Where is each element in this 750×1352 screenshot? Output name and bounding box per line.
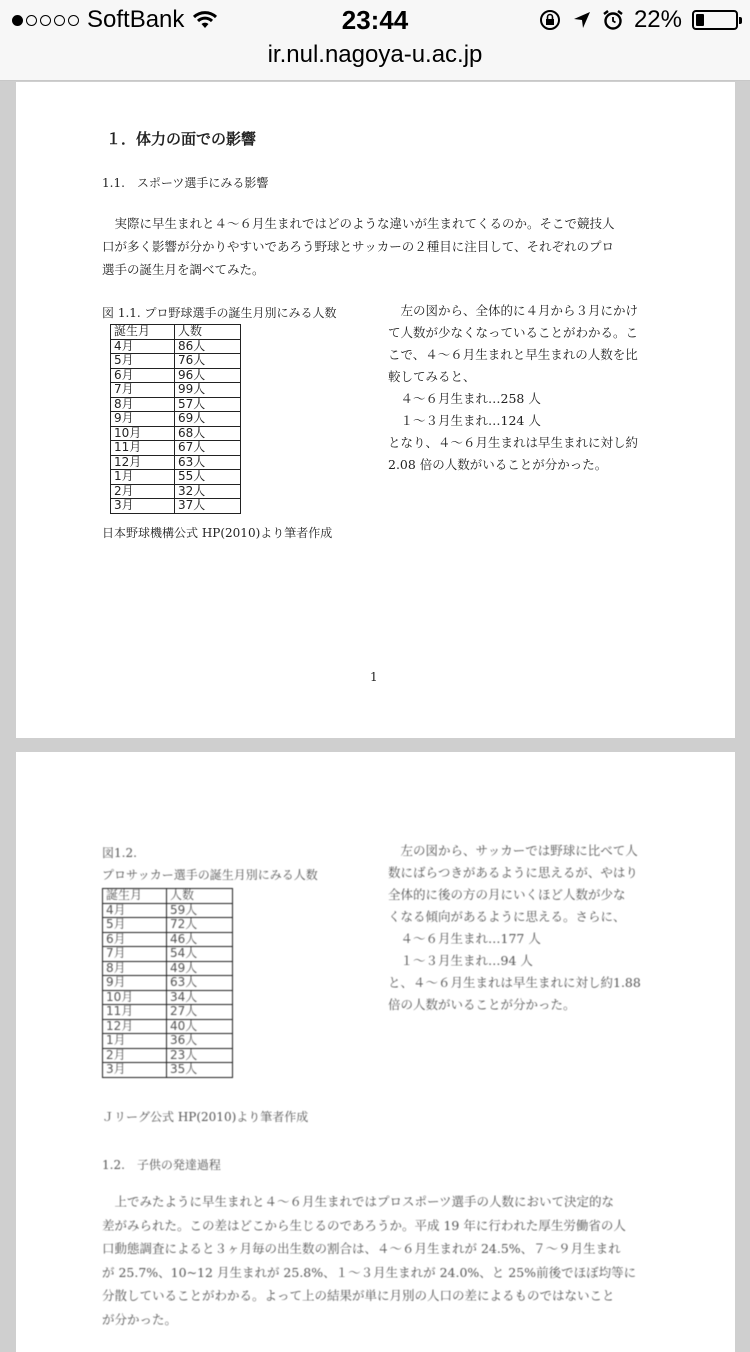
intro-line: 選手の誕生月を調べてみた。 xyxy=(102,262,265,277)
month-cell: 4月 xyxy=(111,339,175,354)
month-cell: 10月 xyxy=(103,990,167,1005)
count-cell: 35人 xyxy=(167,1063,233,1078)
url-bar[interactable] xyxy=(0,40,750,81)
figure-caption: プロサッカー選手の誕生月別にみる人数 xyxy=(102,868,318,882)
month-cell: 10月 xyxy=(111,426,175,441)
table-row xyxy=(111,383,241,398)
table-row xyxy=(103,961,233,976)
count-cell: 40人 xyxy=(167,1019,233,1034)
body-line: 分散していることがわかる。よって上の結果が単に月別の人口の差によるものではないこと xyxy=(102,1288,615,1303)
table-row xyxy=(103,918,233,933)
month-cell: 1月 xyxy=(103,1034,167,1049)
table-row xyxy=(111,499,241,514)
battery-icon xyxy=(692,10,738,30)
table-row xyxy=(111,426,241,441)
count-cell: 49人 xyxy=(167,961,233,976)
table-row xyxy=(103,947,233,962)
analysis-line: こで、４～６月生まれと早生まれの人数を比 xyxy=(388,347,638,362)
count-cell: 67人 xyxy=(175,441,241,456)
table-row xyxy=(103,1034,233,1049)
carrier-name: SoftBank xyxy=(87,6,185,33)
month-cell: 誕生月 xyxy=(111,325,175,340)
table-row xyxy=(103,932,233,947)
intro-paragraph xyxy=(102,212,662,281)
pdf-page-2 xyxy=(16,752,735,1352)
month-cell: 4月 xyxy=(103,903,167,918)
status-bar xyxy=(0,0,750,40)
count-cell: 54人 xyxy=(167,947,233,962)
month-cell: 11月 xyxy=(103,1005,167,1020)
month-cell: 9月 xyxy=(103,976,167,991)
analysis-line: と、４～６月生まれは早生まれに対し約1.88 xyxy=(388,975,641,990)
analysis-line: 2.08 倍の人数がいることが分かった。 xyxy=(388,457,608,472)
table-row xyxy=(111,484,241,499)
month-cell: 5月 xyxy=(111,354,175,369)
count-cell: 72人 xyxy=(167,918,233,933)
table-row xyxy=(111,441,241,456)
table-header-row xyxy=(103,889,233,904)
analysis-line: 較してみると、 xyxy=(388,369,476,384)
count-cell: 96人 xyxy=(175,368,241,383)
analysis-line: となり、４～６月生まれは早生まれに対し約 xyxy=(388,435,639,450)
month-cell: 3月 xyxy=(103,1063,167,1078)
table-source: 日本野球機構公式 HP(2010)より筆者作成 xyxy=(102,526,333,540)
page-number: 1 xyxy=(370,670,378,684)
count-cell: 69人 xyxy=(175,412,241,427)
analysis-line: ４～６月生まれ…258 人 xyxy=(388,391,541,406)
body-line: 口動態調査によると３ヶ月毎の出生数の割合は、４～６月生まれが 24.5%、７～９月生まれ xyxy=(102,1241,621,1256)
analysis-line: 全体的に後の方の月にいくほど人数が少な xyxy=(388,887,626,902)
table-row xyxy=(111,339,241,354)
count-cell: 68人 xyxy=(175,426,241,441)
analysis-line: 数にばらつきがあるように思えるが、やはり xyxy=(388,865,638,880)
baseball-birth-month-table xyxy=(110,324,241,514)
count-cell: 63人 xyxy=(167,976,233,991)
month-cell: 8月 xyxy=(111,397,175,412)
count-cell: 27人 xyxy=(167,1005,233,1020)
table-row xyxy=(111,455,241,470)
analysis-line: ４～６月生まれ…177 人 xyxy=(388,931,541,946)
count-cell: 46人 xyxy=(167,932,233,947)
analysis-line: １～３月生まれ…94 人 xyxy=(388,953,533,968)
analysis-line: 左の図から、全体的に４月から３月にかけ xyxy=(388,303,639,318)
count-cell: 人数 xyxy=(175,325,241,340)
table-row xyxy=(103,1063,233,1078)
month-cell: 5月 xyxy=(103,918,167,933)
analysis-line: 左の図から、サッカーでは野球に比べて人 xyxy=(388,843,638,858)
table-row xyxy=(103,1019,233,1034)
count-cell: 99人 xyxy=(175,383,241,398)
count-cell: 63人 xyxy=(175,455,241,470)
month-cell: 12月 xyxy=(103,1019,167,1034)
month-cell: 3月 xyxy=(111,499,175,514)
subsection-heading: 1.1. スポーツ選手にみる影響 xyxy=(102,176,269,190)
table-row xyxy=(103,990,233,1005)
table-source: Ｊリーグ公式 HP(2010)より筆者作成 xyxy=(102,1110,309,1124)
table-row xyxy=(103,1005,233,1020)
table-row xyxy=(111,354,241,369)
count-cell: 59人 xyxy=(167,903,233,918)
battery-percent: 22% xyxy=(633,6,682,33)
alarm-icon xyxy=(602,9,624,31)
month-cell: 誕生月 xyxy=(103,889,167,904)
section-heading: １．体力の面での影響 xyxy=(106,130,257,148)
analysis-line: 倍の人数がいることが分かった。 xyxy=(388,997,576,1012)
month-cell: 11月 xyxy=(111,441,175,456)
count-cell: 36人 xyxy=(167,1034,233,1049)
table-row xyxy=(111,470,241,485)
table-row xyxy=(103,976,233,991)
count-cell: 55人 xyxy=(175,470,241,485)
analysis-line: て人数が少なくなっていることがわかる。こ xyxy=(388,325,639,340)
body-paragraph xyxy=(102,1190,662,1331)
soccer-birth-month-table xyxy=(102,888,233,1078)
analysis-line: １～３月生まれ…124 人 xyxy=(388,413,541,428)
month-cell: 7月 xyxy=(103,947,167,962)
body-line: 上でみたように早生まれと４～６月生まれではプロスポーツ選手の人数において決定的な xyxy=(102,1194,615,1209)
count-cell: 37人 xyxy=(175,499,241,514)
month-cell: 7月 xyxy=(111,383,175,398)
table-row xyxy=(103,1048,233,1063)
analysis-paragraph xyxy=(388,840,658,1016)
table-header-row xyxy=(111,325,241,340)
count-cell: 32人 xyxy=(175,484,241,499)
analysis-paragraph xyxy=(388,300,658,476)
rotation-lock-icon xyxy=(538,8,562,32)
count-cell: 76人 xyxy=(175,354,241,369)
body-line: が分かった。 xyxy=(102,1311,178,1327)
pdf-page-1 xyxy=(16,82,735,738)
month-cell: 9月 xyxy=(111,412,175,427)
clock: 23:44 xyxy=(341,5,409,35)
figure-caption: 図 1.1. プロ野球選手の誕生月別にみる人数 xyxy=(102,306,337,320)
figure-label: 図1.2. xyxy=(102,846,137,860)
table-row xyxy=(103,903,233,918)
count-cell: 86人 xyxy=(175,339,241,354)
month-cell: 2月 xyxy=(111,484,175,499)
intro-line: 実際に早生まれと４～６月生まれではどのような違いが生まれてくるのか。そこで競技人 xyxy=(102,216,615,231)
intro-line: 口が多く影響が分かりやすいであろう野球とサッカーの２種目に注目して、それぞれのプロ xyxy=(102,239,615,254)
month-cell: 12月 xyxy=(111,455,175,470)
month-cell: 6月 xyxy=(103,932,167,947)
count-cell: 23人 xyxy=(167,1048,233,1063)
count-cell: 57人 xyxy=(175,397,241,412)
month-cell: 6月 xyxy=(111,368,175,383)
count-cell: 人数 xyxy=(167,889,233,904)
url-text[interactable]: ir.nul.nagoya-u.ac.jp xyxy=(267,41,483,68)
month-cell: 8月 xyxy=(103,961,167,976)
month-cell: 1月 xyxy=(111,470,175,485)
location-arrow-icon xyxy=(572,10,592,30)
body-line: が 25.7%、10~12 月生まれが 25.8%、１～３月生まれが 24.0%、と 25%前後でほぼ均等に xyxy=(102,1264,637,1280)
table-row xyxy=(111,368,241,383)
month-cell: 2月 xyxy=(103,1048,167,1063)
body-line: 差がみられた。この差はどこから生じるのであろうか。平成 19 年に行われた厚生労働省の人 xyxy=(102,1217,626,1233)
subsection-heading: 1.2. 子供の発達過程 xyxy=(102,1158,221,1172)
count-cell: 34人 xyxy=(167,990,233,1005)
analysis-line: くなる傾向があるように思える。さらに、 xyxy=(388,909,626,924)
table-row xyxy=(111,397,241,412)
table-row xyxy=(111,412,241,427)
